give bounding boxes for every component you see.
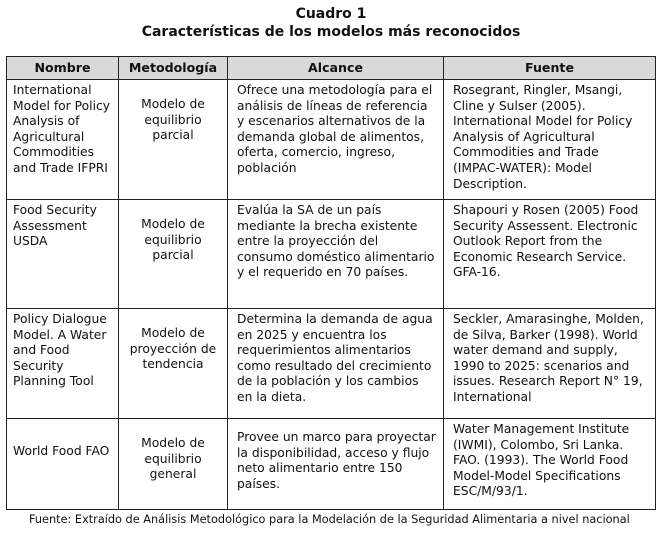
header-alcance: Alcance [228, 57, 444, 80]
cell-alcance: Evalúa la SA de un país mediante la brecha existente entre la proyección del consumo doméstico alimentario y el requerido en 70 países. [228, 200, 444, 309]
table-title: Cuadro 1 [295, 6, 367, 22]
cell-fuente: Water Management Institute (IWMI), Colombo, Sri Lanka. FAO. (1993). The World Food Model-Model Specifications ESC/M/93/1. [444, 419, 656, 510]
cell-nombre [7, 419, 119, 510]
cell-nombre: Policy Dialogue Model. A Water and Food Security Planning Tool [7, 309, 119, 419]
cell-alcance: Determina la demanda de agua en 2025 y encuentra los requerimientos alimentarios como resultado del crecimiento de la población y los cambios en la dieta. [228, 309, 444, 419]
cell-alcance: Ofrece una metodología para el análisis de líneas de referencia y escenarios alternativos de la demanda global de alimentos, oferta, comercio, ingreso, población [228, 80, 444, 200]
cell-metodologia [119, 200, 228, 309]
header-nombre: Nombre [7, 57, 119, 80]
cell-metodologia-text: Modelo de equilibrio parcial [141, 217, 205, 263]
cell-fuente: Shapouri y Rosen (2005) Food Security Assessent. Electronic Outlook Report from the Economic Research Service. GFA-16. [444, 200, 656, 309]
cell-metodologia [119, 80, 228, 200]
header-metodologia: Metodología [119, 57, 228, 80]
models-table [6, 56, 656, 510]
cell-metodologia-text: Modelo de proyección de tendencia [129, 326, 217, 372]
header-fuente: Fuente [444, 57, 656, 80]
table-subtitle: Características de los modelos más reconocidos [141, 24, 521, 40]
cell-nombre-text: World Food FAO [13, 444, 110, 458]
cell-metodologia-text: Modelo de equilibrio general [141, 436, 205, 482]
table-row [7, 80, 656, 200]
table-row [7, 200, 656, 309]
cell-alcance [228, 419, 444, 510]
table-row [7, 419, 656, 510]
cell-nombre: International Model for Policy Analysis of Agricultural Commodities and Trade IFPRI [7, 80, 119, 200]
source-note: Fuente: Extraído de Análisis Metodológico para la Modelación de la Seguridad Alimentaria a nivel nacional [29, 513, 630, 526]
cell-alcance-text: Provee un marco para proyectar la disponibilidad, acceso y flujo neto alimentario entre 150 países. [237, 430, 436, 491]
cell-metodologia-text: Modelo de equilibrio parcial [141, 97, 205, 143]
cell-fuente: Rosegrant, Ringler, Msangi, Cline y Sulser (2005). International Model for Policy Analysis of Agricultural Commodities and Trade (IMPAC-WATER): Model Description. [444, 80, 656, 200]
cell-metodologia [119, 419, 228, 510]
cell-nombre: Food Security Assessment USDA [7, 200, 119, 309]
cell-metodologia [119, 309, 228, 419]
table-row [7, 309, 656, 419]
cell-fuente: Seckler, Amarasinghe, Molden, de Silva, Barker (1998). World water demand and supply, 1990 to 2025: scenarios and issues. Research Report N° 19, International [444, 309, 656, 419]
header-row [7, 57, 656, 80]
